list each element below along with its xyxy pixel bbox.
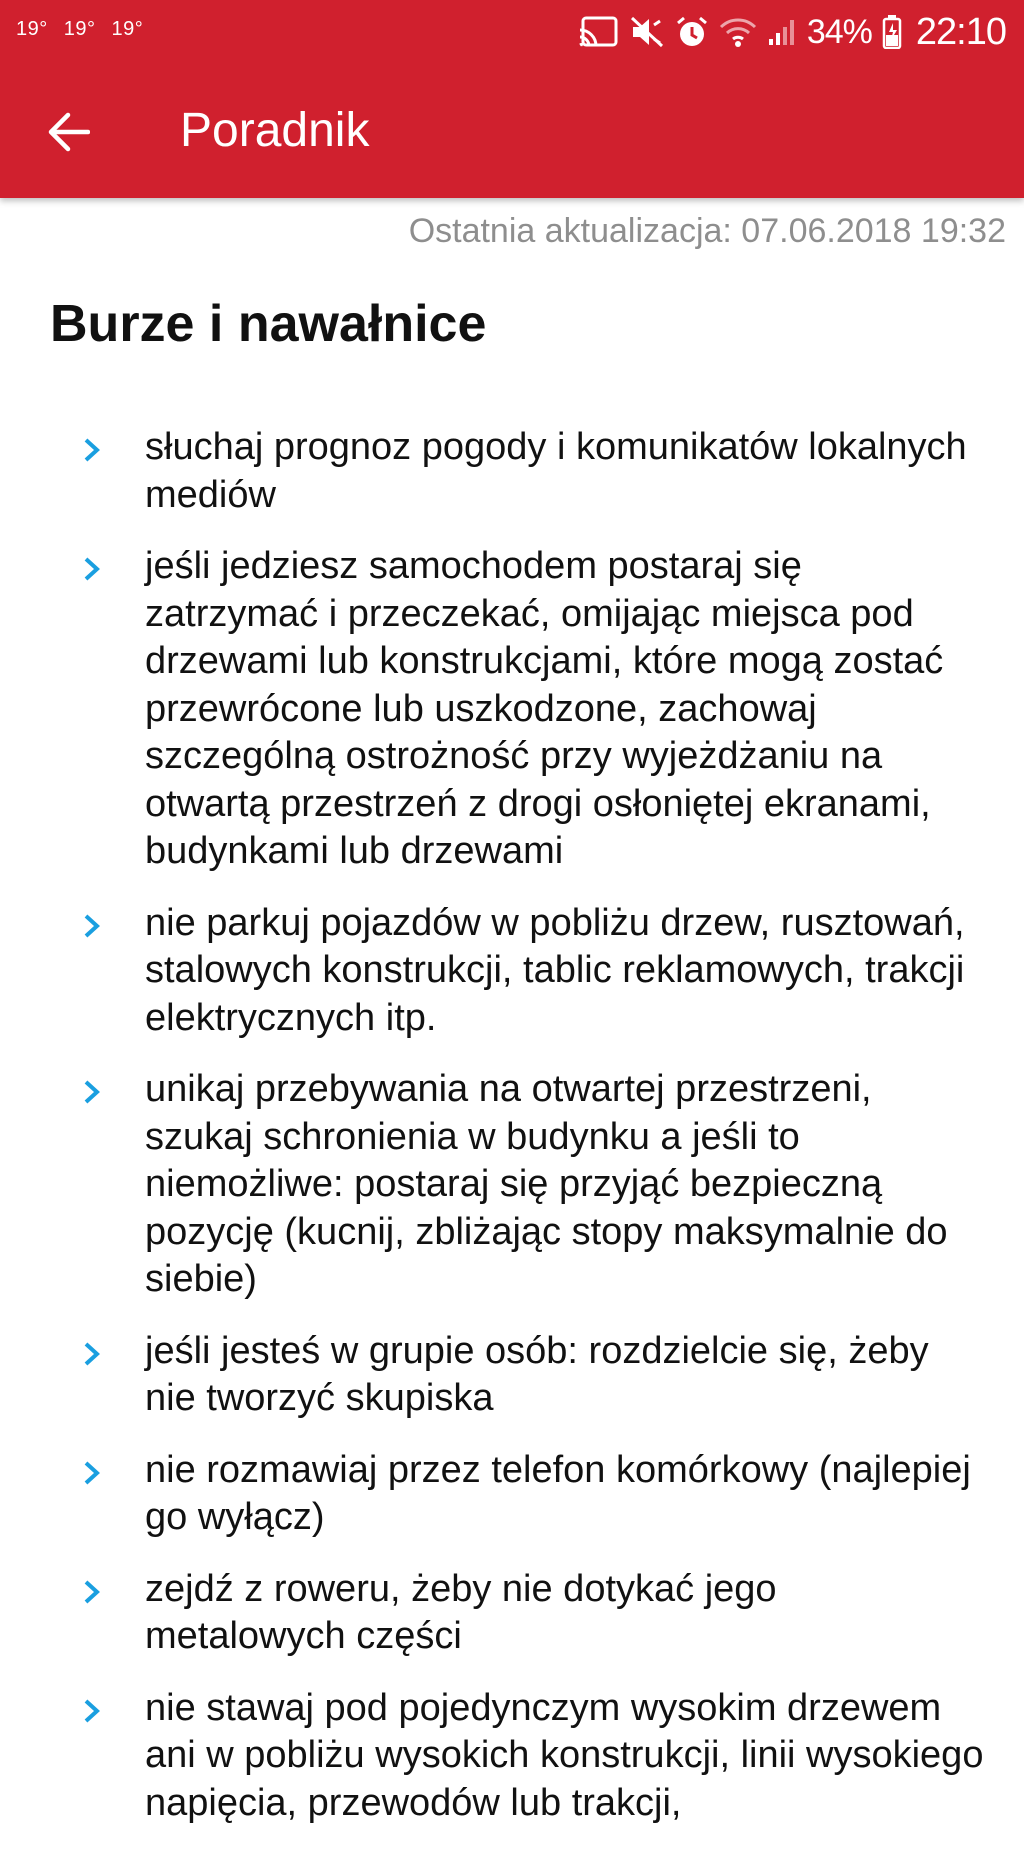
header xyxy=(0,0,1024,198)
chevron-right-icon xyxy=(82,1078,102,1106)
temp-3: 19° xyxy=(111,18,144,40)
arrow-back-icon xyxy=(46,112,90,152)
signal-icon xyxy=(767,17,797,47)
tip-text: jeśli jesteś w grupie osób: rozdzielcie się, żeby nie tworzyć skupiska xyxy=(145,1329,929,1419)
tips-list xyxy=(0,424,1024,1851)
list-item xyxy=(0,424,1024,519)
last-update-text: Ostatnia aktualizacja: 07.06.2018 19:32 xyxy=(408,212,1006,250)
clock: 22:10 xyxy=(915,10,1006,53)
tip-text: unikaj przebywania na otwartej przestrzeni, szukaj schronienia w budynku a jeśli to niemożliwe: postaraj się przyjąć bezpieczną pozycję (kucnij, zbliżając stopy maksymalnie do siebie) xyxy=(145,1068,948,1300)
battery-icon xyxy=(882,15,902,49)
wifi-icon xyxy=(719,17,757,47)
section-title: Burze i nawałnice xyxy=(50,295,487,353)
status-icons xyxy=(577,10,1006,54)
list-item xyxy=(0,1328,1024,1423)
status-bar xyxy=(0,0,1024,64)
list-item xyxy=(0,1566,1024,1661)
temp-1: 19° xyxy=(16,18,48,40)
list-item xyxy=(0,1066,1024,1304)
tip-text: nie stawaj pod pojedynczym wysokim drzewem ani w pobliżu wysokich konstrukcji, linii wysokiego napięcia, przewodów lub trakcji, xyxy=(145,1686,984,1824)
battery-percent: 34% xyxy=(806,12,872,51)
tip-text: nie parkuj pojazdów w pobliżu drzew, rusztowań, stalowych konstrukcji, tablic reklamowych, trakcji elektrycznych itp. xyxy=(145,901,965,1039)
chevron-right-icon xyxy=(82,436,102,464)
list-item xyxy=(0,1447,1024,1542)
tip-text: zejdź z roweru, żeby nie dotykać jego metalowych części xyxy=(145,1567,777,1657)
chevron-right-icon xyxy=(82,1340,102,1368)
back-button[interactable] xyxy=(40,104,96,160)
alarm-icon xyxy=(675,15,709,49)
list-item xyxy=(0,1685,1024,1828)
tip-text: słuchaj prognoz pogody i komunikatów lokalnych mediów xyxy=(145,426,967,516)
list-item xyxy=(0,900,1024,1043)
chevron-right-icon xyxy=(82,1459,102,1487)
mute-icon xyxy=(629,15,665,49)
temp-2: 19° xyxy=(63,18,96,40)
chevron-right-icon xyxy=(82,912,102,940)
tip-text: jeśli jedziesz samochodem postaraj się zatrzymać i przeczekać, omijając miejsca pod drzewami lub konstrukcjami, które mogą zostać przewrócone lub uszkodzone, zachowaj szczególną ostrożność przy wyjeżdżaniu na otwartą przestrzeń z drogi osłoniętej ekranami, budynkami lub drzewami xyxy=(145,545,944,872)
tip-text: nie rozmawiaj przez telefon komórkowy (najlepiej go wyłącz) xyxy=(145,1448,971,1538)
chevron-right-icon xyxy=(82,1697,102,1725)
page-title: Poradnik xyxy=(180,104,370,157)
weather-temps xyxy=(16,18,143,41)
chevron-right-icon xyxy=(82,1578,102,1606)
chevron-right-icon xyxy=(82,555,102,583)
app-bar xyxy=(0,64,1024,198)
list-item xyxy=(0,543,1024,876)
cast-icon xyxy=(577,15,619,49)
